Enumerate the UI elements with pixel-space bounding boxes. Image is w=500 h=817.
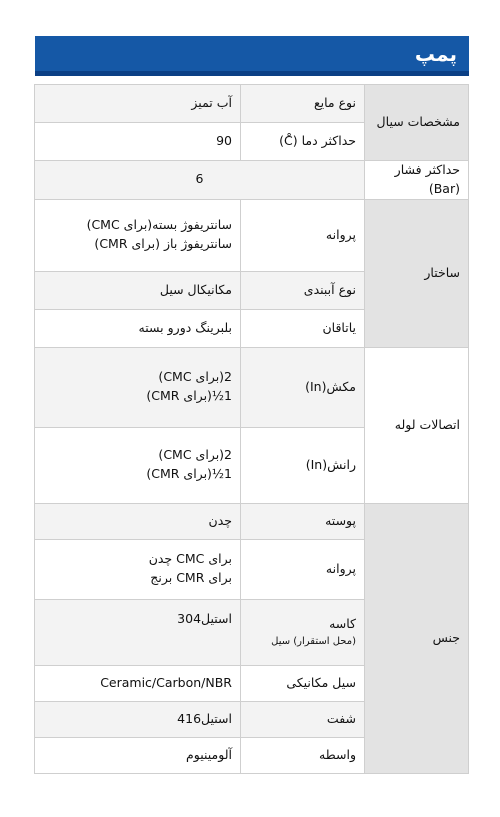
mech-seal-value: Ceramic/Carbon/NBR — [35, 665, 241, 701]
page-title: پمپ — [414, 41, 457, 66]
bowl-label — [241, 599, 365, 665]
impeller2-value — [35, 539, 241, 599]
mech-seal-label: سیل مکانیکی — [241, 665, 365, 701]
page-title-bar — [35, 36, 469, 76]
bearing-value: بلبرینگ دورو بسته — [35, 309, 241, 347]
bearing-label: یاتاقان — [241, 309, 365, 347]
suction-value — [35, 347, 241, 427]
impeller-value-line1: سانتریفوژ بسته(برای CMC) — [86, 217, 232, 233]
impeller-label: پروانه — [241, 199, 365, 271]
seal-type-label: نوع آببندی — [241, 271, 365, 309]
impeller-value-line2: سانتریفوژ باز (برای CMR) — [94, 236, 232, 251]
fluid-type-label: نوع مایع — [241, 85, 365, 123]
table-row — [35, 503, 469, 539]
group-fluid-spec: مشخصات سیال — [365, 85, 469, 161]
group-structure: ساختار — [365, 199, 469, 347]
intermediate-label: واسطه — [241, 737, 365, 773]
fluid-type-value: آب تمیز — [35, 85, 241, 123]
impeller2-label: پروانه — [241, 539, 365, 599]
table-row — [35, 199, 469, 271]
impeller2-value-line2: برای CMR برنج — [150, 570, 232, 585]
intermediate-value: آلومینیوم — [35, 737, 241, 773]
group-pipe-connections: اتصالات لوله — [365, 347, 469, 503]
table-row — [35, 161, 469, 200]
suction-value-line1: 2(برای CMC) — [158, 369, 232, 385]
spec-sheet — [35, 36, 469, 774]
table-row — [35, 85, 469, 123]
shaft-value: استیل416 — [35, 701, 241, 737]
bowl-label-sub: (محل استقرار) سیل — [271, 635, 356, 647]
max-temp-value: 90 — [35, 123, 241, 161]
table-row — [35, 347, 469, 427]
bowl-label-main: کاسه — [329, 616, 356, 632]
impeller2-value-line1: برای CMC چدن — [148, 551, 232, 567]
max-pressure-value: 6 — [35, 161, 365, 200]
seal-type-value: مکانیکال سیل — [35, 271, 241, 309]
suction-label: مکش(In) — [241, 347, 365, 427]
discharge-value — [35, 427, 241, 503]
suction-value-line2: 1½(برای CMR) — [146, 388, 232, 403]
bowl-value: استیل304 — [35, 599, 241, 665]
spec-table — [34, 84, 469, 774]
impeller-value — [35, 199, 241, 271]
discharge-value-line1: 2(برای CMC) — [158, 447, 232, 463]
casing-value: چدن — [35, 503, 241, 539]
casing-label: پوسته — [241, 503, 365, 539]
max-temp-label: حداکثر دما (C̊) — [241, 123, 365, 161]
max-pressure-label: حداکثر فشار (Bar) — [365, 161, 469, 200]
group-material: جنس — [365, 503, 469, 773]
shaft-label: شفت — [241, 701, 365, 737]
discharge-value-line2: 1½(برای CMR) — [146, 466, 232, 481]
discharge-label: رانش(In) — [241, 427, 365, 503]
